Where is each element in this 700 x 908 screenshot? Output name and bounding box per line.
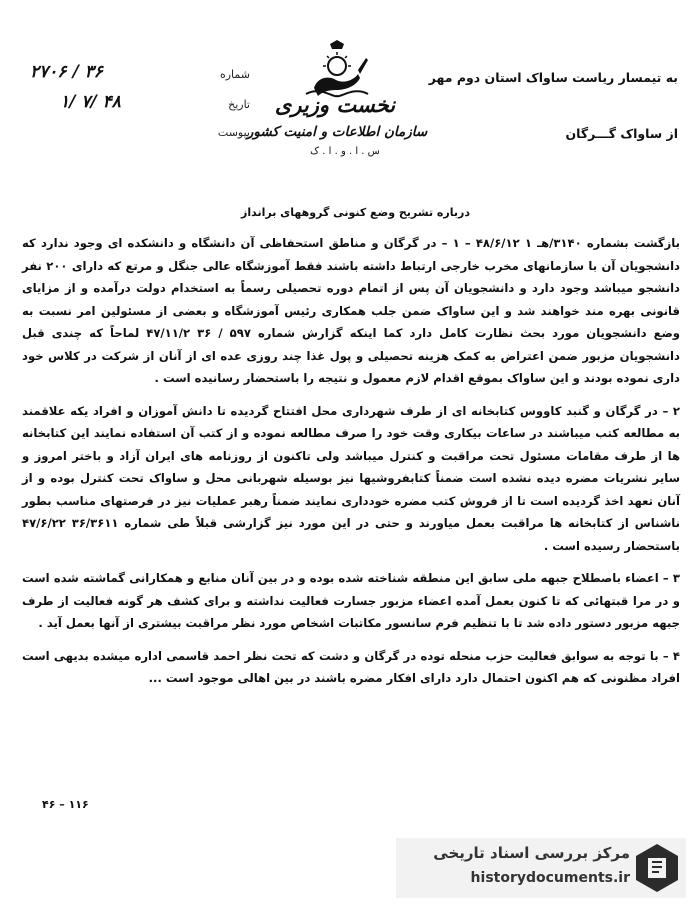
archive-logo-icon <box>634 842 680 894</box>
paragraph-2: ۲ – در گرگان و گنبد کاووس کتابخانه ای از طرف شهرداری محل افتتاح گردیده تا دانش آموزان و افراد یکه علاقمند به مطالعه کتب میباشند در ساعات بیکاری وقت خود را صرف مطالعه نموده و از کتب آن استفاده نمایند این کتابخانه ها از طرف مقامات مسئول تحت مراقبت و کنترل میباشد ولی تاکنون از روزنامه های ایران آزاد و باختر امروز و سایر نشریات مضره دیده نشده است ضمناً کتابفروشیها نیز بوسیله شهربانی محل و ساواک تحت کنترل بوده و از آنان تعهد اخذ گردیده است تا از فروش کتب مضره خودداری نمایند ضمناً رهبر عملیات نیز در فرصتهای مناسب بطور ناشناس از کتابخانه ها مراقبت بعمل میاورند و حتی در این مورد نیز گزارشی قبلاً طی شماره ۳۶/۳۶۱۱ ۴۷/۶/۲۲ باستحضار رسیده است . <box>22 403 680 553</box>
archive-url[interactable]: historydocuments.ir <box>470 870 630 886</box>
recipient-line: به تیمسار ریاست ساواک استان دوم مهر <box>428 70 678 85</box>
number-value: ۲۷۰۶ / ۳۶ <box>30 62 103 82</box>
organization-code: س . ا . و . ا . ک <box>310 146 380 157</box>
date-value: ۱/ ۷/ ۴۸ <box>60 92 121 112</box>
number-label: شماره <box>219 68 250 81</box>
number-field <box>20 62 260 90</box>
paragraph-4: ۴ – با توجه به سوابق فعالیت حزب منحله توده در گرگان و دشت که تحت نظر احمد قاسمی اداره میشده بدیهی است افراد مظنونی که هم اکنون احتمال دارد دارای افکار مضره باشند در بین اهالی موجود است ... <box>22 648 680 685</box>
date-label: تاریخ <box>228 98 250 111</box>
date-field <box>20 92 260 120</box>
paragraph-3: ۳ – اعضاء باصطلاح جبهه ملی سابق این منطقه شناخته شده بوده و در بین آنان منابع و همکارانی گماشته شده است و در مرا قبتهائی که تا کنون بعمل آمده اعضاء مزبور جسارت فعالیت نداشته و برای کشف هر گونه فعالیت از طرف جبهه مزبور دستور داده شد تا با تنظیم فرم سانسور مکاتبات اشخاص مورد نظر مراقبت بیشتری از آنها بعمل آید . <box>22 571 680 630</box>
footer-reference-code: ۴۶ – ۱۱۶ <box>42 798 89 811</box>
attachment-label: پیوست <box>217 126 250 139</box>
lion-and-sun-emblem-icon <box>300 40 374 100</box>
ministry-title: نخست وزیری <box>274 92 396 117</box>
letter-body <box>22 232 680 698</box>
sender-line: از ساواک گـــرگان <box>565 126 678 141</box>
organization-name: سازمان اطلاعات و امنیت کشور <box>246 124 428 140</box>
archive-name: مرکز بررسی اسناد تاریخی <box>433 844 630 862</box>
archive-watermark <box>396 838 686 898</box>
subject-line: درباره تشریح وضع کنونی گروههای برانداز <box>241 206 470 219</box>
paragraph-1: بازگشت بشماره ۳۱۴۰/هـ ۱ ۴۸/۶/۱۲ – ۱ – در گرگان و مناطق استحفاظی آن دانشگاه و دانشکده ای وجود ندارد که دانشجویان آن با سازمانهای مخرب خارجی ارتباط داشته باشند فقط آموزشگاه عالی جنگل و مرتع که دارای ۲۰۰ نفر دانشجو میباشد وجود دارد و دانشجویان آن پس از اتمام دوره تحصیلی رسماً به استخدام دولت درآمده و از مزایای قانونی بهره مند خواهند شد و این ساواک ضمن جلب همکاری رئیس آموزشگاه و بعضی از مسئولین امر نسبت به وضع دانشجویان مورد بحث نظارت کامل دارد کما اینکه گزارش شماره ۵۹۷ / ۳۶ ۴۷/۱۱/۲ لماحاً که چندی قبل دانشجویان مزبور ضمن اعتراض به کمک هزینه تحصیلی و پول غذا چند روزی عده ای از آنان از شرکت در کلاس خود داری نموده بودند و این ساواک بموقع اقدام لازم معمول و نتیجه را باستحضار رسانیده است . <box>22 236 680 385</box>
attachment-field <box>20 124 260 144</box>
